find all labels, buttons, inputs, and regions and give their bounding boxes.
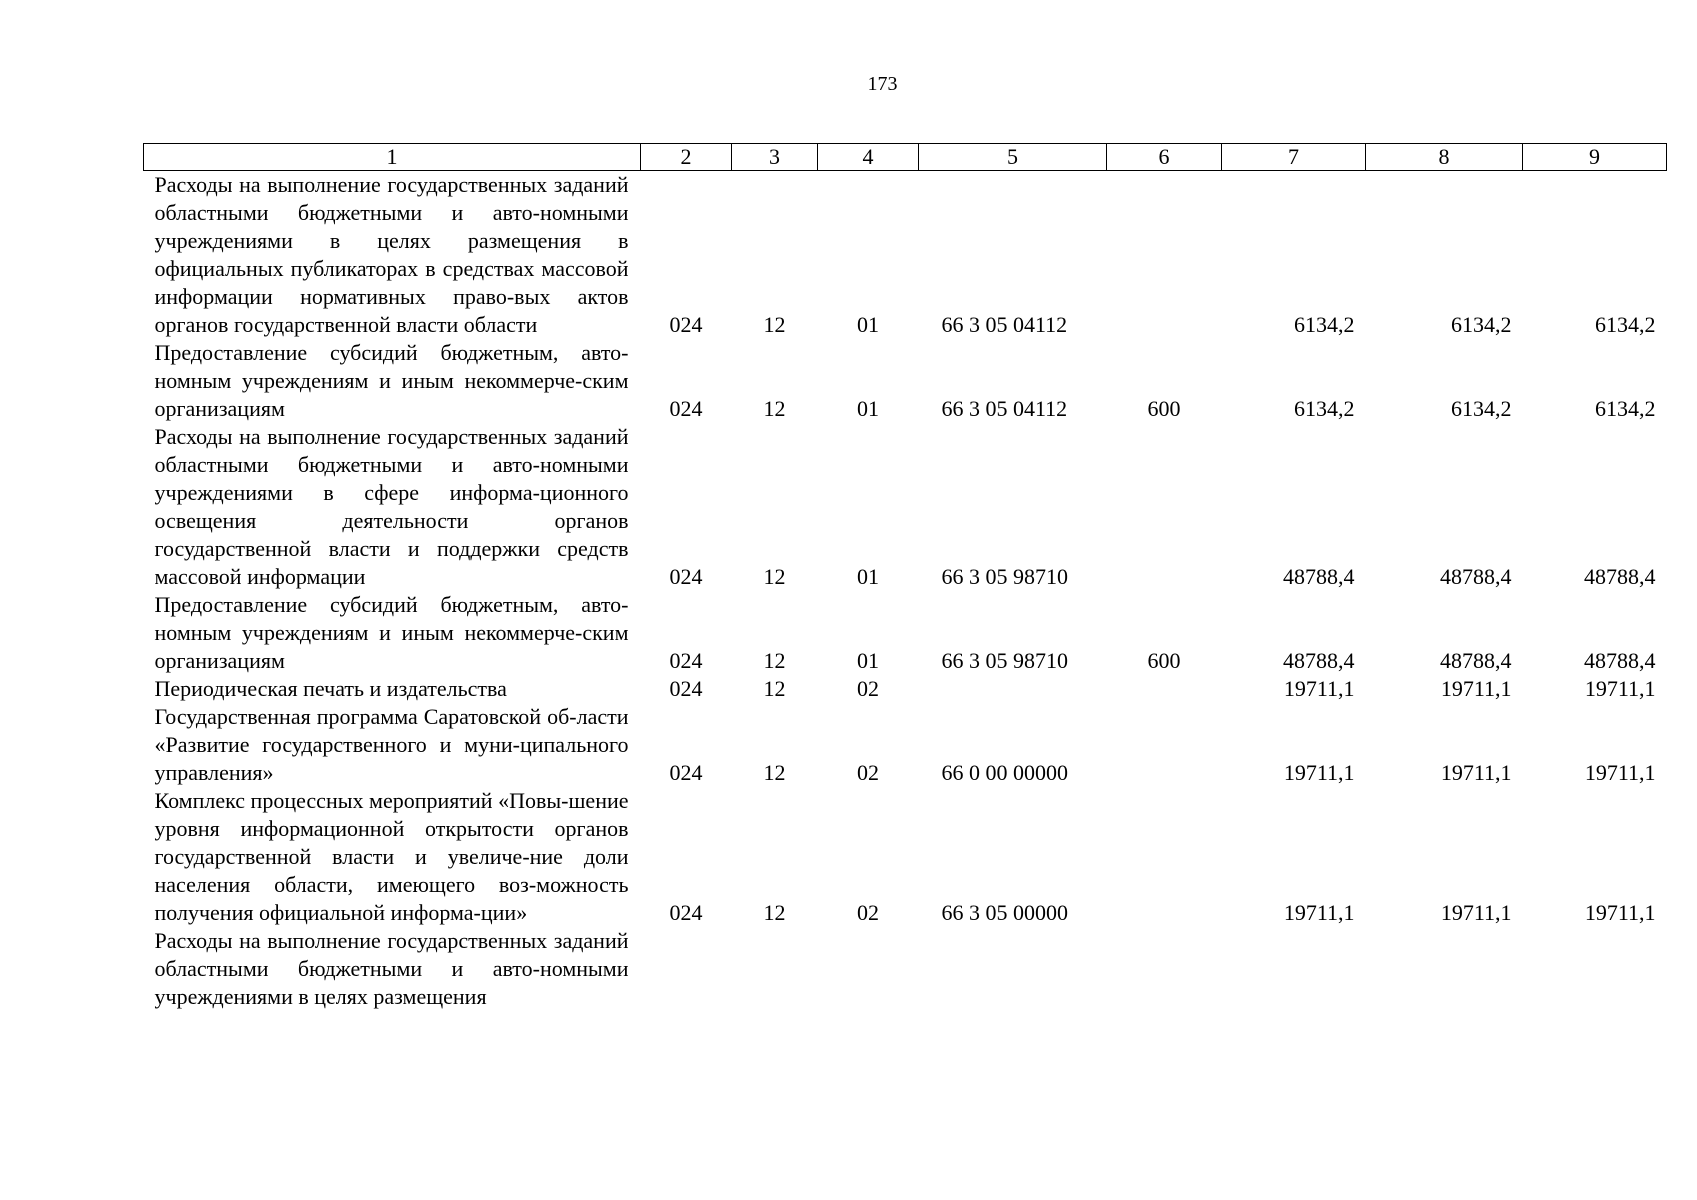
row-name: Предоставление субсидий бюджетным, авто-номным учреждениям и иным некоммерче-ским организациям	[154, 340, 629, 421]
header-col-5: 5	[919, 144, 1107, 171]
header-col-2: 2	[641, 144, 732, 171]
row-section: 12	[763, 564, 786, 589]
row-name: Расходы на выполнение государственных заданий областными бюджетными и авто-номными учреждениями в целях размещения	[154, 928, 629, 1009]
row-sum-col7: 6134,2	[1294, 396, 1355, 421]
table-row	[144, 787, 1667, 927]
row-name: Расходы на выполнение государственных заданий областными бюджетными и авто-номными учреждениями в сфере информа-ционного освещения деятельности органов государственной власти и поддержки средств массовой информации	[154, 424, 629, 589]
row-expense-type	[1107, 927, 1222, 1011]
row-subsection: 01	[857, 312, 879, 337]
header-col-8: 8	[1366, 144, 1523, 171]
row-target-article: 66 0 00 00000	[941, 760, 1068, 785]
header-col-1: 1	[144, 144, 641, 171]
row-name: Периодическая печать и издательства	[154, 676, 507, 701]
row-sum-col7: 6134,2	[1294, 312, 1355, 337]
row-sum-col8: 19711,1	[1440, 676, 1512, 701]
row-subsection: 01	[857, 396, 879, 421]
row-grbs: 024	[669, 760, 703, 785]
row-expense-type: 600	[1147, 648, 1181, 673]
row-sum-col7: 19711,1	[1283, 760, 1355, 785]
table-row	[144, 675, 1667, 703]
row-grbs	[641, 927, 732, 1011]
table-row	[144, 703, 1667, 787]
row-name: Предоставление субсидий бюджетным, авто-номным учреждениям и иным некоммерче-ским организациям	[154, 592, 629, 673]
header-col-3: 3	[732, 144, 818, 171]
row-sum-col8: 19711,1	[1440, 900, 1512, 925]
row-target-article: 66 3 05 98710	[941, 648, 1068, 673]
row-subsection: 01	[857, 564, 879, 589]
row-subsection: 02	[857, 760, 879, 785]
row-section: 12	[763, 648, 786, 673]
row-name: Расходы на выполнение государственных заданий областными бюджетными и авто-номными учреждениями в целях размещения в официальных публикаторах в средствах массовой информации нормативных право-вых актов органов государственной власти области	[154, 172, 629, 337]
row-target-article: 66 3 05 04112	[941, 312, 1068, 337]
row-section: 12	[763, 900, 786, 925]
header-col-7: 7	[1222, 144, 1366, 171]
row-subsection: 02	[857, 676, 879, 701]
row-name: Комплекс процессных мероприятий «Повы-шение уровня информационной открытости органов государственной власти и увеличе-ние доли населения области, имеющего воз-можность получения официальной информа-ции»	[154, 788, 629, 925]
row-sum-col8: 6134,2	[1451, 396, 1512, 421]
row-section: 12	[763, 312, 786, 337]
row-target-article: 66 3 05 00000	[941, 900, 1068, 925]
budget-table	[143, 143, 1667, 1011]
row-target-article	[919, 927, 1107, 1011]
row-sum-col9: 6134,2	[1595, 312, 1656, 337]
table-row	[144, 339, 1667, 423]
table-row	[144, 423, 1667, 591]
row-section: 12	[763, 760, 786, 785]
row-sum-col7: 19711,1	[1283, 676, 1355, 701]
header-col-9: 9	[1523, 144, 1667, 171]
row-target-article	[919, 675, 1107, 703]
row-sum-col7: 48788,4	[1283, 648, 1355, 673]
row-section	[732, 927, 818, 1011]
table-row	[144, 591, 1667, 675]
row-subsection: 01	[857, 648, 879, 673]
row-sum-col8: 48788,4	[1440, 564, 1512, 589]
row-target-article: 66 3 05 98710	[941, 564, 1068, 589]
table-header-row	[144, 144, 1667, 171]
row-expense-type: 600	[1147, 396, 1181, 421]
row-grbs: 024	[669, 648, 703, 673]
row-grbs: 024	[669, 396, 703, 421]
row-sum-col9: 48788,4	[1584, 564, 1656, 589]
row-sum-col7: 48788,4	[1283, 564, 1355, 589]
row-sum-col8	[1366, 927, 1523, 1011]
row-expense-type	[1107, 787, 1222, 927]
row-grbs: 024	[669, 564, 703, 589]
row-sum-col9: 19711,1	[1584, 900, 1656, 925]
table-row	[144, 171, 1667, 340]
page-number: 173	[867, 73, 898, 95]
table-row	[144, 927, 1667, 1011]
row-sum-col9: 19711,1	[1584, 760, 1656, 785]
row-sum-col8: 48788,4	[1440, 648, 1512, 673]
row-subsection: 02	[857, 900, 879, 925]
row-name: Государственная программа Саратовской об-ласти «Развитие государственного и муни-ципального управления»	[154, 704, 629, 785]
header-col-6: 6	[1107, 144, 1222, 171]
row-expense-type	[1107, 703, 1222, 787]
row-sum-col9	[1523, 927, 1667, 1011]
row-sum-col9: 48788,4	[1584, 648, 1656, 673]
row-sum-col8: 6134,2	[1451, 312, 1512, 337]
row-sum-col9: 19711,1	[1584, 676, 1656, 701]
row-expense-type	[1107, 171, 1222, 340]
row-subsection	[818, 927, 919, 1011]
row-sum-col8: 19711,1	[1440, 760, 1512, 785]
row-grbs: 024	[669, 676, 703, 701]
row-section: 12	[763, 396, 786, 421]
row-section: 12	[763, 676, 786, 701]
row-expense-type	[1107, 423, 1222, 591]
row-grbs: 024	[669, 312, 703, 337]
row-expense-type	[1107, 675, 1222, 703]
row-sum-col7	[1222, 927, 1366, 1011]
row-grbs: 024	[669, 900, 703, 925]
row-sum-col9: 6134,2	[1595, 396, 1656, 421]
row-target-article: 66 3 05 04112	[941, 396, 1068, 421]
header-col-4: 4	[818, 144, 919, 171]
row-sum-col7: 19711,1	[1283, 900, 1355, 925]
